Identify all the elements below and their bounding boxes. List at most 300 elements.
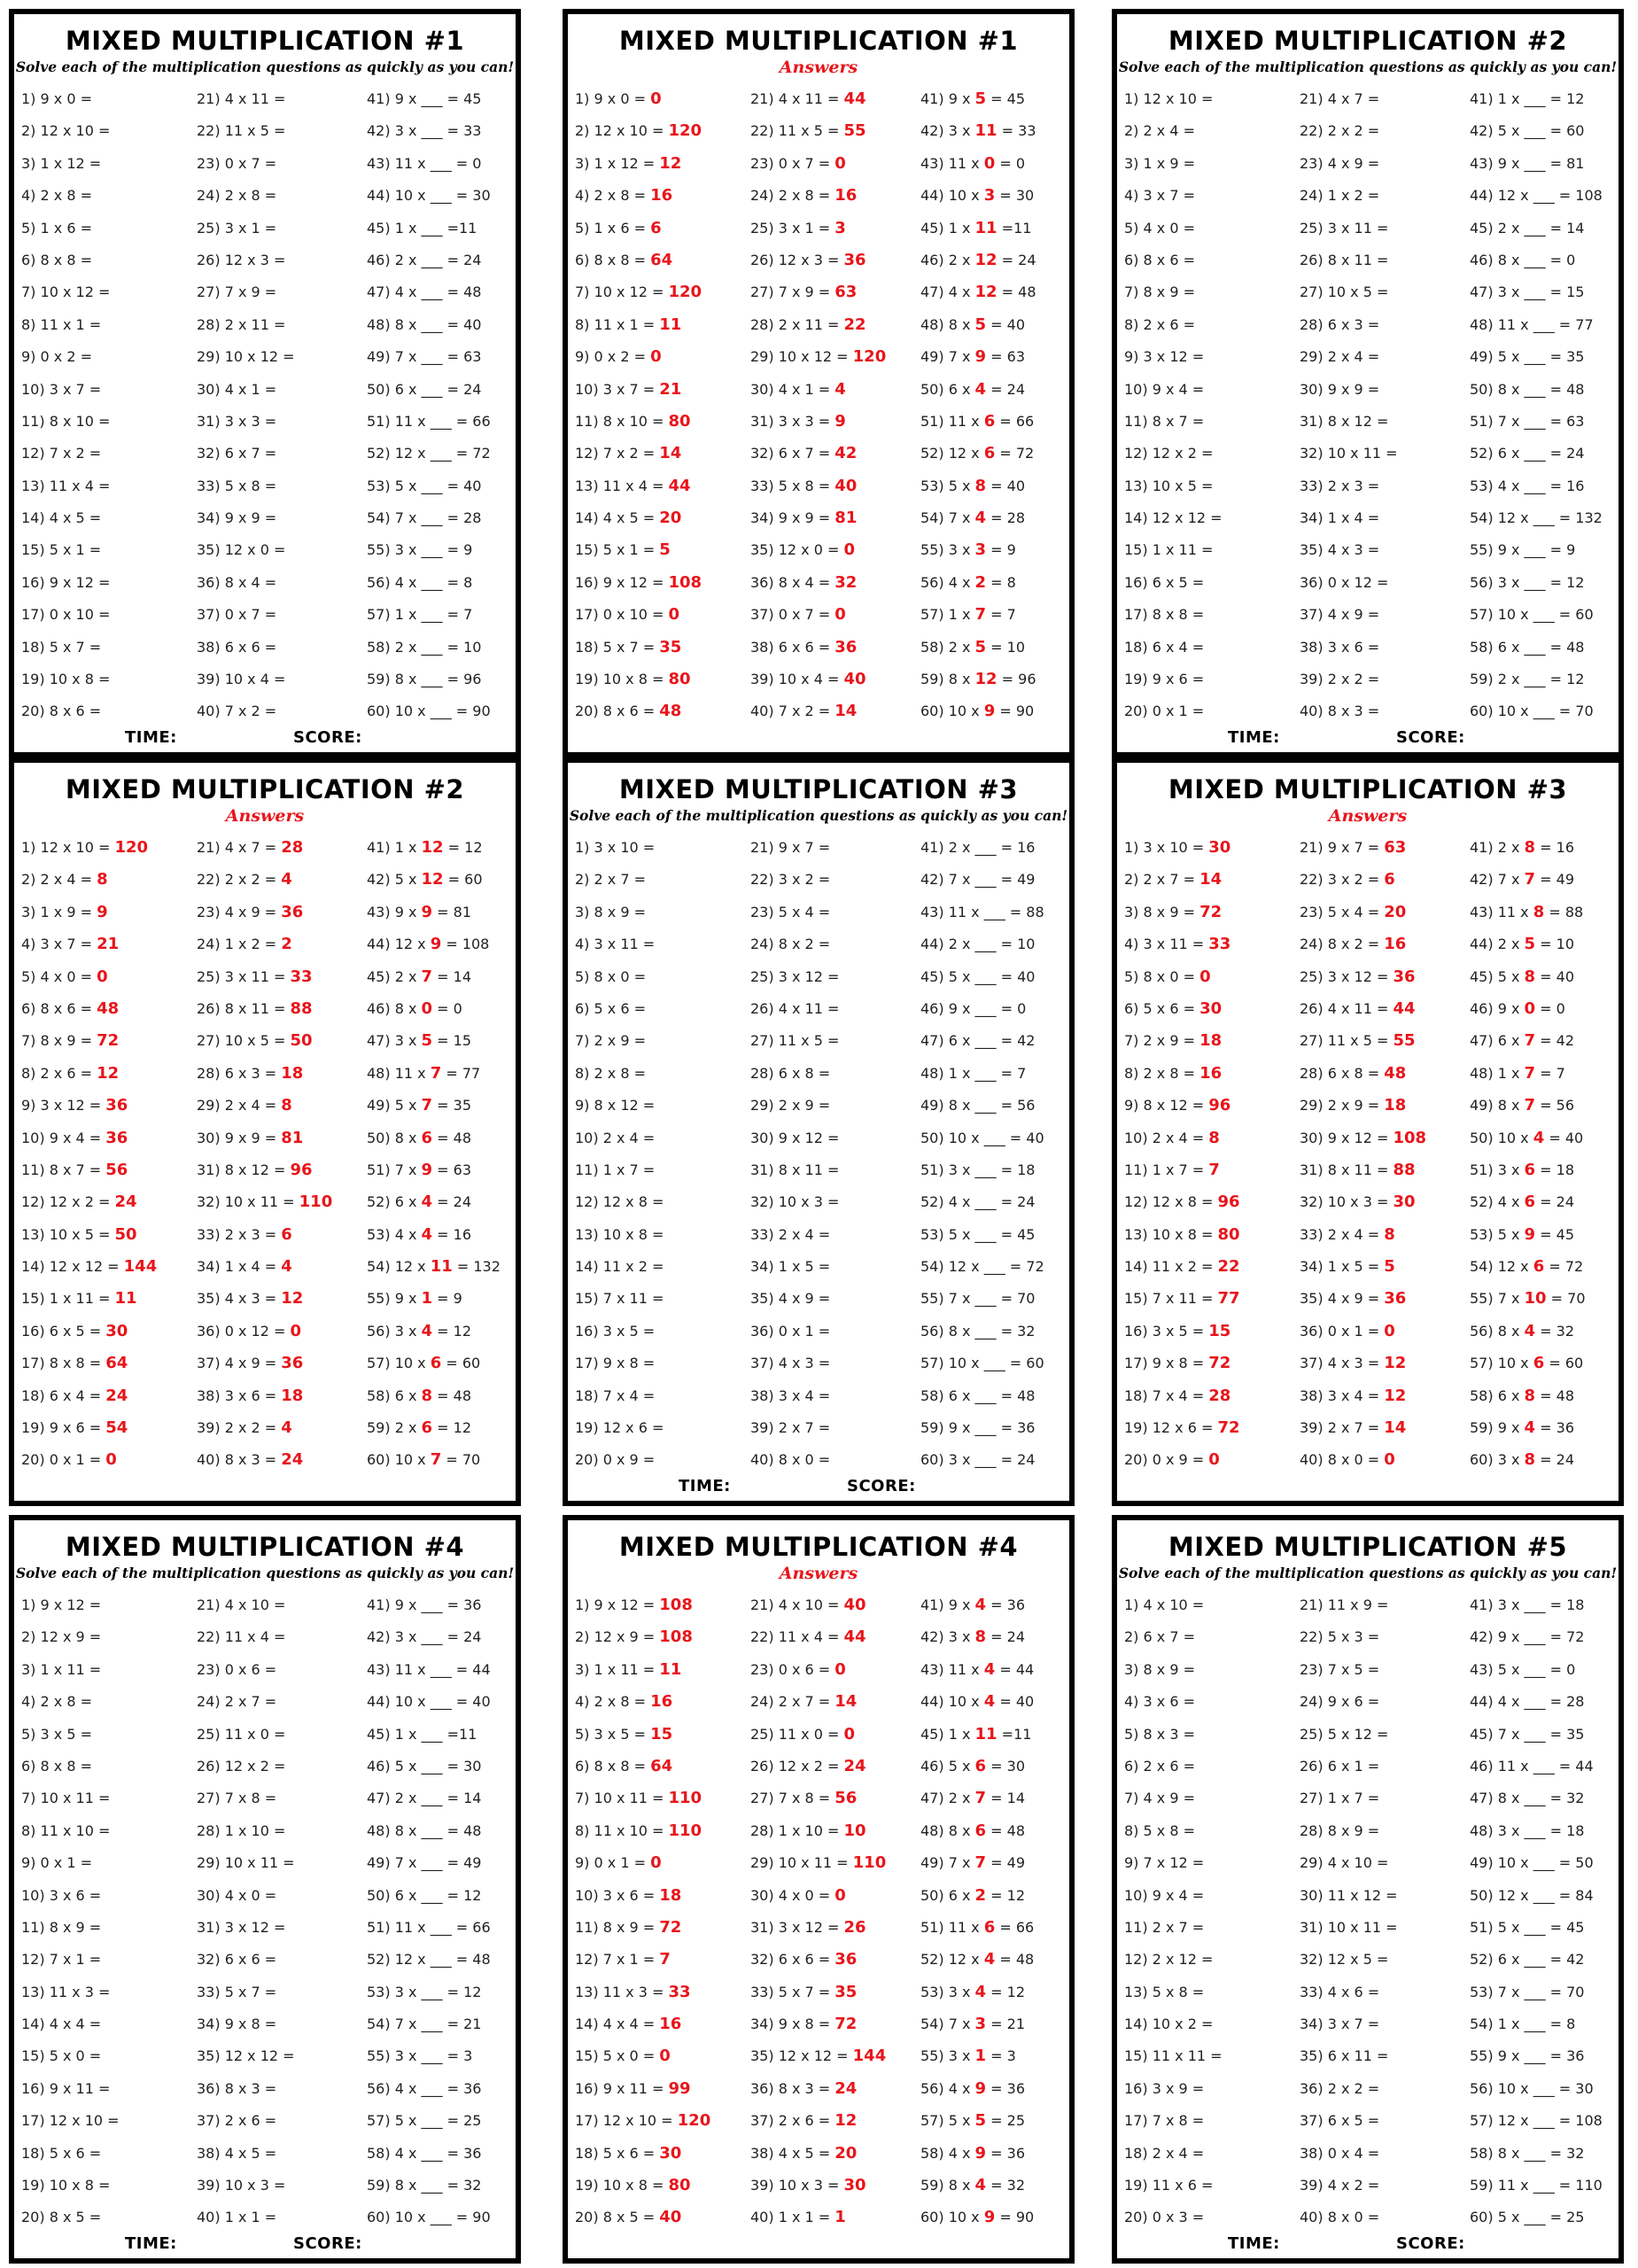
answer-value: 96 <box>1217 1192 1240 1212</box>
problem-text: 40) 7 x 2 = <box>750 703 831 720</box>
answer-value: 11 <box>659 1659 682 1679</box>
problem-item <box>1124 664 1293 695</box>
problem-item <box>1124 309 1293 341</box>
problem-item <box>750 664 919 695</box>
problem-text: 36) 0 x 1 = <box>750 1322 831 1340</box>
problem-text: 55) 7 x <box>1470 1290 1520 1308</box>
problem-text: 47) 4 x ___ = 48 <box>367 284 482 301</box>
problem-item <box>197 406 365 438</box>
problem-text: 13) 10 x 8 = <box>1124 1225 1214 1243</box>
answer-value: 4 <box>983 1659 996 1679</box>
problem-item <box>197 599 365 631</box>
problem-item <box>920 928 1075 960</box>
problem-text: 57) 10 x ___ = 60 <box>920 1355 1044 1372</box>
problem-item <box>1470 1090 1624 1122</box>
problem-text: 9) 0 x 2 = <box>21 348 92 366</box>
answer-value: 64 <box>650 250 673 269</box>
problem-item <box>920 2202 1075 2233</box>
problem-text: 17) 7 x 8 = <box>1124 2112 1205 2130</box>
answer-value: 9 <box>97 902 108 921</box>
problem-item <box>367 1944 521 1976</box>
problem-column <box>1470 832 1624 1480</box>
problem-text: 49) 5 x <box>367 1097 417 1115</box>
answer-value: 7 <box>421 967 433 986</box>
problem-text: 25) 3 x 1 = <box>750 219 831 237</box>
problem-item <box>21 534 190 566</box>
answer-value: 72 <box>835 2015 858 2034</box>
problem-text: 30) 9 x 9 = <box>1300 380 1380 398</box>
problem-text: 47) 3 x ___ = 15 <box>1470 284 1585 301</box>
problem-column <box>367 832 521 1480</box>
problem-text: 43) 11 x <box>1470 903 1529 920</box>
problem-columns <box>1124 832 1611 1480</box>
problem-text: 60) 10 x ___ = 70 <box>1470 703 1594 720</box>
answer-value: 4 <box>974 2176 987 2195</box>
problem-item <box>1124 341 1293 373</box>
problem-text: 30) 4 x 0 = <box>197 1886 277 1904</box>
problem-item <box>920 599 1075 631</box>
problem-text: 35) 6 x 11 = <box>1300 2047 1389 2065</box>
problem-item <box>1124 928 1293 960</box>
problem-text: 58) 6 x <box>1470 1386 1520 1404</box>
problem-item <box>1470 1751 1624 1783</box>
problem-text: 33) 2 x 4 = <box>750 1225 831 1243</box>
problem-item <box>367 993 521 1025</box>
problem-item <box>1124 1283 1293 1315</box>
problem-text: 46) 8 x <box>367 999 417 1017</box>
problem-text: 31) 3 x 3 = <box>750 412 831 430</box>
score-label: SCORE: <box>1396 728 1465 747</box>
problem-item <box>367 1090 521 1122</box>
problem-text: 59) 2 x ___ = 12 <box>1470 671 1585 688</box>
problem-item <box>575 1654 743 1686</box>
problem-text: 12) 7 x 1 = <box>575 1951 656 1969</box>
problem-item <box>1300 1944 1468 1976</box>
problem-text: 39) 2 x 7 = <box>750 1419 831 1437</box>
problem-text: 33) 5 x 7 = <box>197 1983 277 2000</box>
problem-text: 4) 3 x 7 = <box>1124 187 1195 205</box>
problem-text: 55) 3 x ___ = 9 <box>367 541 473 559</box>
problem-text: 29) 10 x 12 = <box>197 348 295 366</box>
problem-text: 10) 3 x 7 = <box>575 380 656 398</box>
problem-text: 24) 9 x 6 = <box>1300 1693 1380 1711</box>
problem-item <box>1470 1154 1624 1186</box>
problem-text: 42) 3 x ___ = 33 <box>367 122 482 140</box>
problem-item <box>21 1251 190 1283</box>
problem-text: 38) 4 x 5 = <box>750 2144 831 2162</box>
problem-item <box>920 1444 1075 1476</box>
problem-item <box>575 1719 743 1751</box>
worksheet-card <box>563 1515 1075 2264</box>
problem-text: 4) 2 x 8 = <box>575 1693 646 1711</box>
answer-value: 11 <box>974 1724 998 1744</box>
problem-item <box>367 1880 521 1912</box>
problem-text: 32) 10 x 3 = <box>750 1193 840 1211</box>
problem-item <box>920 2040 1075 2072</box>
answer-value: 6 <box>983 411 996 431</box>
answer-value: 144 <box>123 1257 158 1277</box>
problem-text: 59) 9 x <box>1470 1419 1520 1437</box>
problem-item <box>575 374 743 406</box>
problem-item <box>367 83 521 115</box>
problem-item <box>367 1444 521 1476</box>
answer-value: 42 <box>835 444 858 463</box>
problem-text: 53) 3 x ___ = 12 <box>367 1983 482 2000</box>
problem-text: 40) 8 x 3 = <box>197 1451 277 1469</box>
problem-item <box>21 148 190 180</box>
answer-value: 9 <box>421 1160 433 1179</box>
problem-text: 33) 2 x 3 = <box>1300 477 1380 494</box>
problem-text: 8) 11 x 10 = <box>575 1821 664 1839</box>
problem-item <box>197 664 365 695</box>
problem-item <box>367 406 521 438</box>
score-label: SCORE: <box>293 728 362 747</box>
problem-column <box>197 83 365 732</box>
problem-item <box>920 1154 1075 1186</box>
problem-item <box>920 897 1075 928</box>
problem-item <box>367 1912 521 1944</box>
problem-item <box>1470 2138 1624 2170</box>
problem-text: 18) 7 x 4 = <box>575 1386 656 1404</box>
problem-text: 18) 6 x 4 = <box>1124 638 1205 656</box>
problem-column <box>575 1589 743 2238</box>
problem-item <box>750 1025 919 1057</box>
problem-item <box>750 1251 919 1283</box>
problem-item <box>197 1654 365 1686</box>
answer-value: 6 <box>974 1756 987 1775</box>
problem-suffix: = 63 <box>437 1161 471 1178</box>
problem-item <box>367 632 521 664</box>
problem-item <box>1300 1186 1468 1218</box>
problem-text: 23) 0 x 6 = <box>197 1660 277 1678</box>
problem-item <box>920 438 1075 470</box>
problem-item <box>575 2008 743 2040</box>
answer-value: 18 <box>1199 1031 1223 1051</box>
problem-text: 58) 8 x ___ = 32 <box>1470 2144 1585 2162</box>
problem-item <box>1300 1154 1468 1186</box>
answer-value: 5 <box>974 89 987 108</box>
worksheet-card <box>563 757 1075 1506</box>
answers-heading: Answers <box>225 806 305 826</box>
problem-item <box>197 1686 365 1718</box>
problem-text: 23) 0 x 6 = <box>750 1660 831 1678</box>
problem-item <box>21 1154 190 1186</box>
problem-text: 54) 12 x <box>1470 1258 1529 1276</box>
problem-item <box>575 276 743 308</box>
problem-text: 47) 8 x ___ = 32 <box>1470 1790 1585 1807</box>
problem-suffix: = 42 <box>1540 1032 1574 1050</box>
problem-suffix: = 96 <box>1001 671 1036 688</box>
problem-text: 58) 6 x <box>367 1386 417 1404</box>
problem-column <box>1470 1589 1624 2238</box>
answer-value: 35 <box>659 637 682 656</box>
problem-item <box>575 1412 743 1444</box>
problem-item <box>750 961 919 993</box>
answer-value: 63 <box>1384 838 1407 857</box>
problem-text: 3) 1 x 12 = <box>575 154 656 172</box>
problem-text: 17) 8 x 8 = <box>21 1355 102 1372</box>
problem-item <box>1124 2105 1293 2137</box>
problem-text: 57) 5 x <box>920 2112 971 2130</box>
problem-text: 47) 4 x <box>920 284 971 301</box>
problem-text: 53) 5 x ___ = 40 <box>367 477 482 494</box>
problem-item <box>575 438 743 470</box>
problem-item <box>367 2073 521 2105</box>
problem-text: 20) 0 x 9 = <box>1124 1451 1205 1469</box>
problem-item <box>750 632 919 664</box>
answer-value: 0 <box>650 347 662 367</box>
answer-value: 63 <box>835 283 858 302</box>
answer-value: 36 <box>1393 967 1416 986</box>
answer-value: 11 <box>974 121 998 141</box>
problem-text: 49) 7 x <box>920 1854 971 1872</box>
problem-item <box>920 632 1075 664</box>
problem-text: 23) 4 x 9 = <box>197 903 277 920</box>
problem-item <box>750 1283 919 1315</box>
problem-item <box>1470 1977 1624 2008</box>
problem-item <box>21 1090 190 1122</box>
problem-text: 26) 12 x 3 = <box>750 251 840 268</box>
problem-item <box>1470 993 1624 1025</box>
problem-item <box>21 2008 190 2040</box>
problem-item <box>575 1686 743 1718</box>
problem-item <box>575 245 743 276</box>
answer-value: 18 <box>1384 1096 1407 1115</box>
problem-suffix: = 12 <box>990 1886 1025 1904</box>
problem-suffix: = 32 <box>1540 1322 1574 1340</box>
problem-text: 27) 11 x 5 = <box>1300 1032 1389 1050</box>
problem-item <box>1124 1912 1293 1944</box>
answer-value: 144 <box>852 2047 887 2066</box>
problem-item <box>1470 1412 1624 1444</box>
problem-item <box>367 148 521 180</box>
problem-text: 7) 10 x 11 = <box>575 1790 664 1807</box>
problem-item <box>197 341 365 373</box>
problem-text: 23) 7 x 5 = <box>1300 1660 1380 1678</box>
problem-text: 59) 8 x ___ = 32 <box>367 2177 482 2194</box>
problem-text: 8) 2 x 8 = <box>575 1064 646 1082</box>
problem-item <box>367 1412 521 1444</box>
problem-suffix: = 25 <box>990 2112 1025 2130</box>
problem-text: 53) 5 x ___ = 45 <box>920 1225 1036 1243</box>
problem-text: 28) 6 x 3 = <box>1300 315 1380 333</box>
problem-text: 56) 4 x ___ = 8 <box>367 573 473 591</box>
answer-value: 4 <box>974 1982 987 2001</box>
problem-item <box>750 1058 919 1090</box>
answer-value: 48 <box>659 702 682 721</box>
problem-text: 15) 11 x 11 = <box>1124 2047 1223 2065</box>
answer-value: 30 <box>1393 1192 1416 1212</box>
problem-text: 34) 9 x 9 = <box>750 509 831 527</box>
worksheet-card <box>1112 757 1624 1506</box>
problem-item <box>1124 115 1293 147</box>
problem-item <box>750 1815 919 1847</box>
answer-value: 9 <box>421 902 433 921</box>
answer-value: 50 <box>114 1224 137 1244</box>
answer-value: 30 <box>659 2143 682 2163</box>
problem-text: 8) 11 x 1 = <box>575 315 656 333</box>
problem-item <box>197 993 365 1025</box>
problem-columns <box>21 83 508 732</box>
problem-text: 37) 2 x 6 = <box>750 2112 831 2130</box>
answer-value: 12 <box>1384 1386 1407 1405</box>
instructions: Solve each of the multiplication questions as quickly as you can! <box>15 58 515 75</box>
problem-item <box>197 1783 365 1814</box>
problem-text: 35) 4 x 3 = <box>1300 541 1380 559</box>
answer-value: 6 <box>281 1224 292 1244</box>
problem-text: 11) 8 x 9 = <box>575 1918 656 1936</box>
problem-text: 48) 11 x <box>367 1064 426 1082</box>
answer-value: 18 <box>659 1885 682 1905</box>
problem-text: 16) 9 x 11 = <box>575 2079 664 2097</box>
problem-text: 17) 9 x 8 = <box>1124 1355 1205 1372</box>
problem-item <box>575 1977 743 2008</box>
problem-suffix: = 24 <box>1001 251 1036 268</box>
problem-column <box>21 832 190 1480</box>
problem-suffix: = 35 <box>437 1097 471 1115</box>
answer-value: 96 <box>1208 1096 1231 1115</box>
problem-text: 38) 3 x 4 = <box>750 1386 831 1404</box>
problem-item <box>920 832 1075 864</box>
problem-suffix: = 30 <box>999 187 1035 205</box>
problem-item <box>197 1219 365 1251</box>
problem-item <box>920 470 1075 502</box>
worksheet-title: MIXED MULTIPLICATION #4 <box>65 1532 465 1562</box>
problem-text: 2) 12 x 9 = <box>21 1628 102 1646</box>
problem-item <box>1300 213 1468 245</box>
problem-item <box>575 2073 743 2105</box>
problem-text: 3) 8 x 9 = <box>575 903 646 920</box>
problem-text: 32) 10 x 3 = <box>1300 1193 1389 1211</box>
answer-value: 22 <box>843 315 866 334</box>
problem-item <box>1470 534 1624 566</box>
problem-text: 54) 12 x <box>367 1258 426 1276</box>
problem-text: 46) 5 x ___ = 30 <box>367 1757 482 1775</box>
problem-text: 6) 8 x 8 = <box>21 251 92 268</box>
problem-text: 14) 11 x 2 = <box>1124 1258 1214 1276</box>
problem-item <box>1470 1847 1624 1879</box>
problem-item <box>1124 2073 1293 2105</box>
problem-suffix: = 18 <box>1540 1161 1574 1178</box>
problem-item <box>367 695 521 727</box>
answer-value: 8 <box>974 1627 987 1647</box>
answer-value: 12 <box>974 283 998 302</box>
problem-item <box>21 1412 190 1444</box>
problem-text: 23) 5 x 4 = <box>750 903 831 920</box>
problem-columns <box>21 832 508 1480</box>
problem-item <box>1124 1977 1293 2008</box>
problem-text: 8) 2 x 6 = <box>21 1064 92 1082</box>
problem-suffix: = 10 <box>990 638 1025 656</box>
answer-value: 4 <box>281 870 292 889</box>
problem-text: 1) 9 x 0 = <box>21 90 92 107</box>
problem-text: 28) 1 x 10 = <box>750 1821 840 1839</box>
problem-item <box>367 897 521 928</box>
problem-text: 16) 3 x 5 = <box>1124 1322 1205 1340</box>
problem-suffix: = 24 <box>437 1193 471 1211</box>
problem-item <box>1470 245 1624 276</box>
problem-suffix: = 33 <box>1001 122 1036 140</box>
problem-item <box>1124 1186 1293 1218</box>
problem-text: 13) 11 x 4 = <box>575 477 664 494</box>
answer-value: 0 <box>1384 1321 1395 1340</box>
answer-value: 0 <box>421 998 433 1018</box>
problem-text: 32) 6 x 6 = <box>750 1951 831 1969</box>
problem-text: 22) 5 x 3 = <box>1300 1628 1380 1646</box>
problem-suffix: = 40 <box>1549 1129 1584 1146</box>
answer-value: 30 <box>1199 998 1223 1018</box>
problem-item <box>750 2008 919 2040</box>
problem-text: 6) 8 x 8 = <box>575 1757 646 1775</box>
problem-text: 60) 10 x ___ = 90 <box>367 2209 491 2226</box>
problem-suffix: = 48 <box>990 1821 1025 1839</box>
problem-text: 60) 5 x ___ = 25 <box>1470 2209 1585 2226</box>
instructions: Solve each of the multiplication questions as quickly as you can! <box>1118 58 1618 75</box>
problem-text: 1) 9 x 12 = <box>21 1596 102 1613</box>
problem-item <box>1470 695 1624 727</box>
problem-text: 22) 3 x 2 = <box>1300 871 1380 889</box>
problem-text: 50) 8 x ___ = 48 <box>1470 380 1585 398</box>
answer-value: 40 <box>843 670 866 689</box>
problem-text: 52) 4 x ___ = 24 <box>920 1193 1036 1211</box>
problem-text: 25) 3 x 11 = <box>1300 219 1389 237</box>
problem-item <box>750 1186 919 1218</box>
problem-text: 48) 11 x ___ = 77 <box>1470 315 1594 333</box>
time-label: TIME: <box>125 2234 177 2253</box>
problem-text: 18) 5 x 6 = <box>21 2144 102 2162</box>
problem-item <box>197 309 365 341</box>
problem-text: 32) 6 x 7 = <box>197 445 277 462</box>
problem-text: 56) 8 x <box>1470 1322 1520 1340</box>
problem-item <box>1300 1815 1468 1847</box>
problem-column <box>21 1589 190 2238</box>
problem-item <box>21 1219 190 1251</box>
problem-suffix: =11 <box>1001 219 1032 237</box>
problem-text: 22) 11 x 4 = <box>197 1628 286 1646</box>
problem-text: 23) 5 x 4 = <box>1300 903 1380 920</box>
problem-item <box>920 83 1075 115</box>
problem-text: 1) 3 x 10 = <box>575 839 656 856</box>
problem-text: 59) 8 x <box>920 2177 971 2194</box>
problem-item <box>920 180 1075 212</box>
problem-suffix: = 14 <box>437 967 471 985</box>
time-label: TIME: <box>679 1477 731 1495</box>
problem-item <box>1300 1251 1468 1283</box>
problem-item <box>1470 928 1624 960</box>
problem-item <box>1300 180 1468 212</box>
answer-value: 6 <box>421 1128 433 1147</box>
answer-value: 44 <box>843 89 866 108</box>
problem-item <box>367 502 521 534</box>
problem-item <box>1300 470 1468 502</box>
problem-item <box>21 1783 190 1814</box>
problem-text: 44) 12 x ___ = 108 <box>1470 187 1603 205</box>
answer-value: 4 <box>421 1224 433 1244</box>
problem-text: 37) 0 x 7 = <box>750 606 831 624</box>
answer-value: 110 <box>668 1821 703 1840</box>
problem-item <box>575 1219 743 1251</box>
problem-text: 51) 11 x ___ = 66 <box>367 1918 491 1936</box>
problem-item <box>197 2202 365 2233</box>
problem-item <box>750 245 919 276</box>
problem-item <box>197 832 365 864</box>
problem-text: 38) 0 x 4 = <box>1300 2144 1380 2162</box>
problem-column <box>920 832 1075 1480</box>
problem-text: 7) 10 x 12 = <box>575 284 664 301</box>
problem-item <box>1470 2202 1624 2233</box>
problem-item <box>197 1154 365 1186</box>
problem-suffix: = 15 <box>437 1032 471 1050</box>
